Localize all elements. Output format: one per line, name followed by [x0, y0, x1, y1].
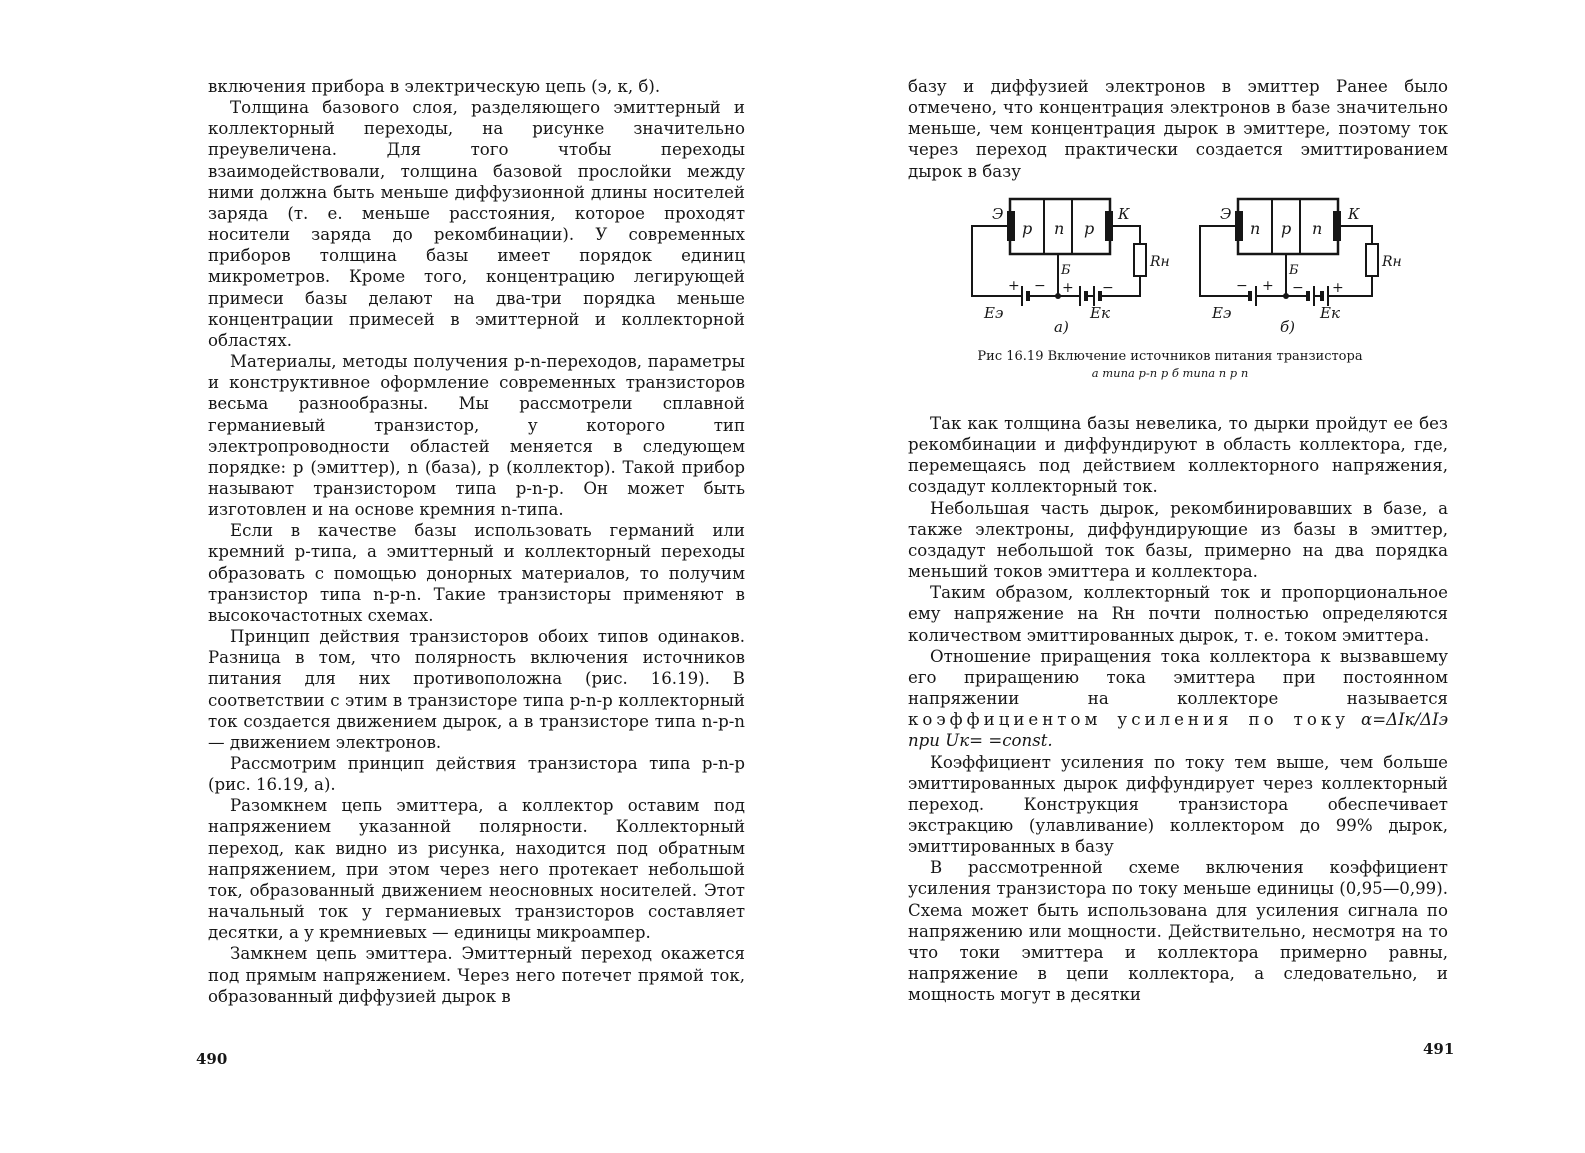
junction-dot: [1283, 293, 1289, 299]
load-label-b: Rн: [1382, 254, 1402, 270]
right-text-bottom: [908, 413, 1448, 1005]
source-e-label-a: Eэ: [984, 304, 1004, 322]
minus-sign: −: [1236, 278, 1248, 294]
diagram-b-label: б): [1280, 318, 1296, 336]
junction-dot: [1055, 293, 1061, 299]
right-text-top: [908, 76, 1448, 182]
region-b-1: п: [1250, 219, 1261, 238]
figure-16-19: [962, 194, 1442, 344]
base-label-b: Б: [1289, 263, 1299, 278]
left-text-column: [208, 76, 745, 1007]
paragraph: базу и диффузией электронов в эмиттер Ранее было отмечено, что концентрация электронов в базе значительно меньше, чем концентрация дырок в эмиттере, поэтому ток через переход практически создается эмиттированием дырок в базу: [908, 77, 1448, 181]
definition-lead: Отношение приращения тока коллектора к вызвавшему его приращению тока эмиттера при постоянном напряжении на коллекторе называется: [908, 646, 1448, 709]
left-page: [0, 0, 792, 1153]
paragraph: Принцип действия транзисторов обоих типов одинаков. Разница в том, что полярность включения источников питания для них противоположна (рис. 16.19). В соответствии с этим в транзисторе типа p-n-p коллекторный ток создается движением дырок, а в транзисторе типа n-p-n — движением электронов.: [208, 627, 745, 752]
right-page: [792, 0, 1585, 1153]
plus-sign: +: [1332, 280, 1344, 296]
region-b-3: п: [1312, 219, 1323, 238]
transistor-circuit-diagrams: [962, 194, 1442, 344]
region-a-1: р: [1022, 219, 1033, 238]
minus-sign: −: [1292, 280, 1304, 296]
region-b-2: р: [1281, 219, 1292, 238]
minus-sign: −: [1102, 280, 1114, 296]
emitter-label-a: Э: [992, 205, 1004, 223]
paragraph: Рассмотрим принцип действия транзистора типа p-n-p (рис. 16.19, а).: [208, 754, 745, 795]
emitter-label-b: Э: [1220, 205, 1232, 223]
page-number: 490: [196, 1050, 228, 1068]
load-label-a: Rн: [1150, 254, 1170, 270]
paragraph: включения прибора в электрическую цепь (э, к, б).: [208, 77, 661, 96]
base-label-a: Б: [1061, 263, 1071, 278]
source-k-label-b: Eк: [1320, 304, 1340, 322]
source-e-label-b: Eэ: [1212, 304, 1232, 322]
region-a-2: п: [1054, 219, 1065, 238]
paragraph: Так как толщина базы невелика, то дырки пройдут ее без рекомбинации и диффундируют в область коллектора, где, перемещаясь под действием коллекторного напряжения, создадут коллекторный ток.: [908, 414, 1448, 497]
figure-caption: [950, 348, 1390, 382]
paragraph: Замкнем цепь эмиттера. Эмиттерный переход окажется под прямым напряжением. Через него потечет прямой ток, образованный диффузией дырок в: [208, 944, 745, 1006]
page-number: 491: [1423, 1040, 1455, 1058]
paragraph: Толщина базового слоя, разделяющего эмиттерный и коллекторный переходы, на рисунке значительно преувеличена. Для того чтобы переходы взаимодействовали, толщина базовой прослойки между ними должна быть меньше диффузионной длины носителей заряда (т. е. меньше расстояния, которое проходят носители заряда до рекомбинации). У современных приборов толщина базы имеет порядок единиц микрометров. Кроме того, концентрацию легирующей примеси базы делают на два-три порядка меньше концентрации примесей в эмиттерной и коллекторной областях.: [208, 98, 745, 350]
plus-sign: +: [1062, 280, 1074, 296]
paragraph: В рассмотренной схеме включения коэффициент усиления транзистора по току меньше единицы (0,95—0,99). Схема может быть использована для усиления сигнала по напряжению или мощности. Действительно, несмотря на то что токи эмиттера и коллектора примерно равны, напряжение в цепи коллектора, а следовательно, и мощность могут в десятки: [908, 858, 1448, 1005]
paragraph: Небольшая часть дырок, рекомбинировавших в базе, а также электроны, диффундирующие из базы в эмиттер, создадут небольшой ток базы, примерно на два порядка меньший токов эмиттера и коллектора.: [908, 498, 1448, 582]
collector-label-a: К: [1118, 205, 1130, 223]
paragraph: Разомкнем цепь эмиттера, а коллектор оставим под напряжением указанной полярности. Коллекторный переход, как видно из рисунка, находится под обратным напряжением, при этом через него протекает небольшой ток, образованный движением неосновных носителей. Этот начальный ток у германиевых транзисторов составляет десятки, а у кремниевых — единицы микроампер.: [208, 796, 745, 943]
collector-label-b: К: [1348, 205, 1360, 223]
minus-sign: −: [1034, 278, 1046, 294]
source-k-label-a: Eк: [1090, 304, 1110, 322]
plus-sign: +: [1262, 278, 1274, 294]
paragraph: Материалы, методы получения p-n-переходов, параметры и конструктивное оформление современных транзисторов весьма разнообразны. Мы рассмотрели сплавной германиевый транзистор, у которого тип электропроводности областей меняется в следующем порядке: p (эмиттер), n (база), p (коллектор). Такой прибор называют транзистором типа p-n-p. Он может быть изготовлен и на основе кремния n-типа.: [208, 352, 745, 520]
paragraph: Таким образом, коллекторный ток и пропорциональное ему напряжение на Rн почти полностью определяются количеством эмиттированных дырок, т. е. током эмиттера.: [908, 583, 1448, 645]
paragraph: Если в качестве базы использовать германий или кремний p-типа, а эмиттерный и коллекторный переходы образовать с помощью донорных материалов, то получим транзистор типа n-p-n. Такие транзисторы применяют в высокочастотных схемах.: [208, 521, 745, 625]
definition-paragraph: [908, 646, 1448, 752]
paragraph: Коэффициент усиления по току тем выше, чем больше эмиттированных дырок диффундирует через коллекторный переход. Конструкция транзистора обеспечивает экстракцию (улавливание) коллектором до 99% дырок, эмиттированных в базу: [908, 752, 1448, 857]
gain-formula: α=ΔIк/ΔIэ при Uк= =const.: [908, 710, 1449, 751]
region-a-3: р: [1084, 219, 1095, 238]
diagram-a-label: а): [1054, 318, 1069, 336]
plus-sign: +: [1008, 278, 1020, 294]
caption-line-2: а типа р-п р б типа п р п: [1091, 366, 1249, 380]
caption-line-1: Рис 16.19 Включение источников питания транзистора: [977, 349, 1363, 364]
definition-term: коэффициентом усиления по току: [908, 710, 1349, 730]
